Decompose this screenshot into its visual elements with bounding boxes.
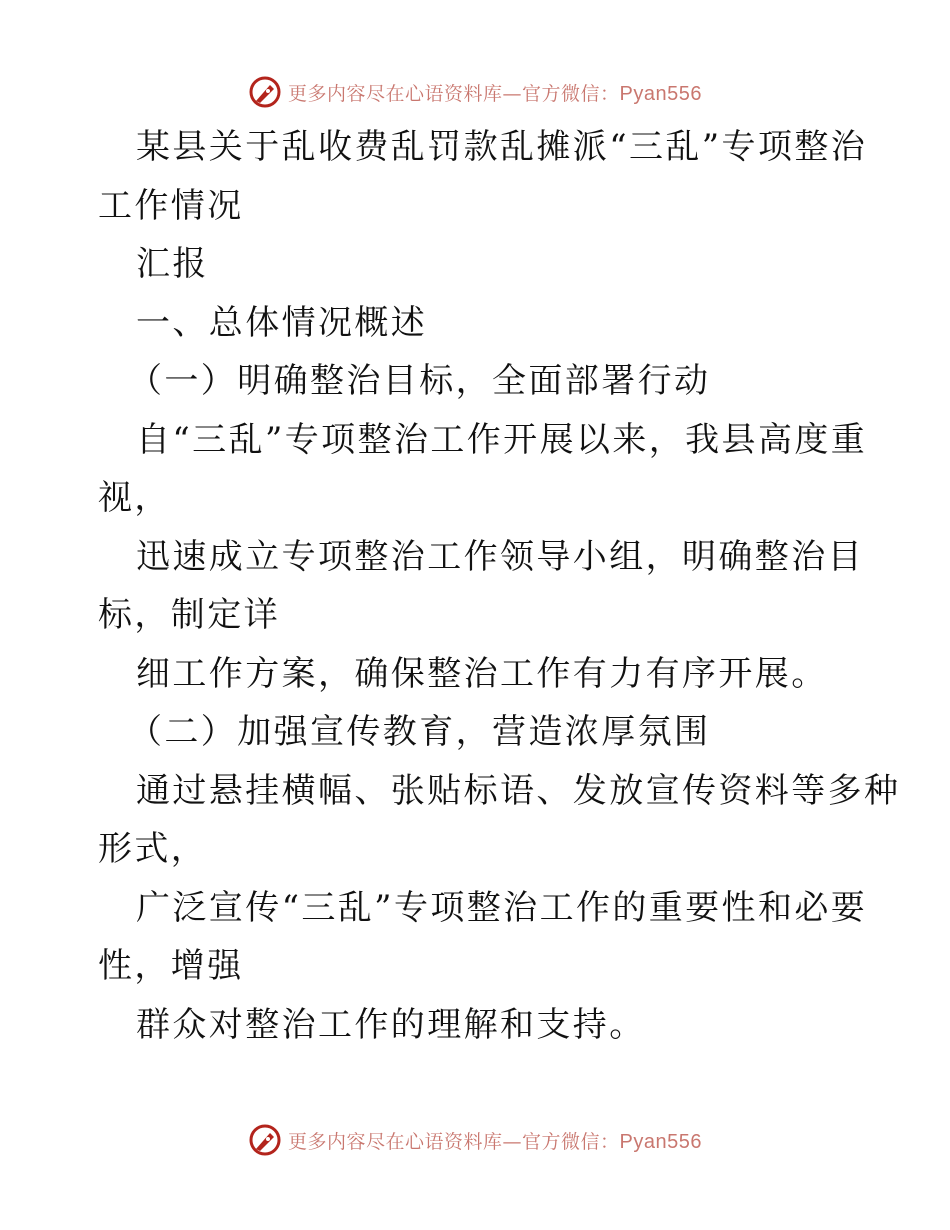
footer-watermark xyxy=(0,1120,950,1160)
paragraph-line: 通过悬挂横幅、张贴标语、发放宣传资料等多种 xyxy=(136,770,901,811)
watermark-text: 更多内容尽在心语资料库—官方微信：Pyan556 xyxy=(288,82,702,105)
title-line-2: 工作情况 xyxy=(98,185,244,226)
paragraph-line: 形式， xyxy=(98,829,208,869)
pen-nib-logo-icon xyxy=(248,75,282,109)
subsection-heading-1: （一）明确整治目标，全面部署行动 xyxy=(128,361,711,401)
section-heading: 一、总体情况概述 xyxy=(136,302,428,343)
title-line-3: 汇报 xyxy=(136,244,209,284)
paragraph-line: 性，增强 xyxy=(98,946,244,986)
paragraph-line: 广泛宣传“三乱”专项整治工作的重要性和必要 xyxy=(136,887,868,928)
document-body xyxy=(98,118,901,1054)
paragraph-line: 视， xyxy=(98,478,171,518)
paragraph-line: 群众对整治工作的理解和支持。 xyxy=(136,1004,646,1045)
title-line-1: 某县关于乱收费乱罚款乱摊派“三乱”专项整治 xyxy=(136,127,868,167)
paragraph-line: 迅速成立专项整治工作领导小组，明确整治目 xyxy=(136,536,864,577)
paragraph-line: 细工作方案，确保整治工作有力有序开展。 xyxy=(136,653,828,694)
watermark-text: 更多内容尽在心语资料库—官方微信：Pyan556 xyxy=(288,1130,702,1153)
paragraph-line: 标，制定详 xyxy=(98,595,280,635)
subsection-heading-2: （二）加强宣传教育，营造浓厚氛围 xyxy=(128,712,711,752)
pen-nib-logo-icon xyxy=(248,1123,282,1157)
header-watermark xyxy=(0,72,950,112)
paragraph-line: 自“三乱”专项整治工作开展以来，我县高度重 xyxy=(136,419,868,460)
